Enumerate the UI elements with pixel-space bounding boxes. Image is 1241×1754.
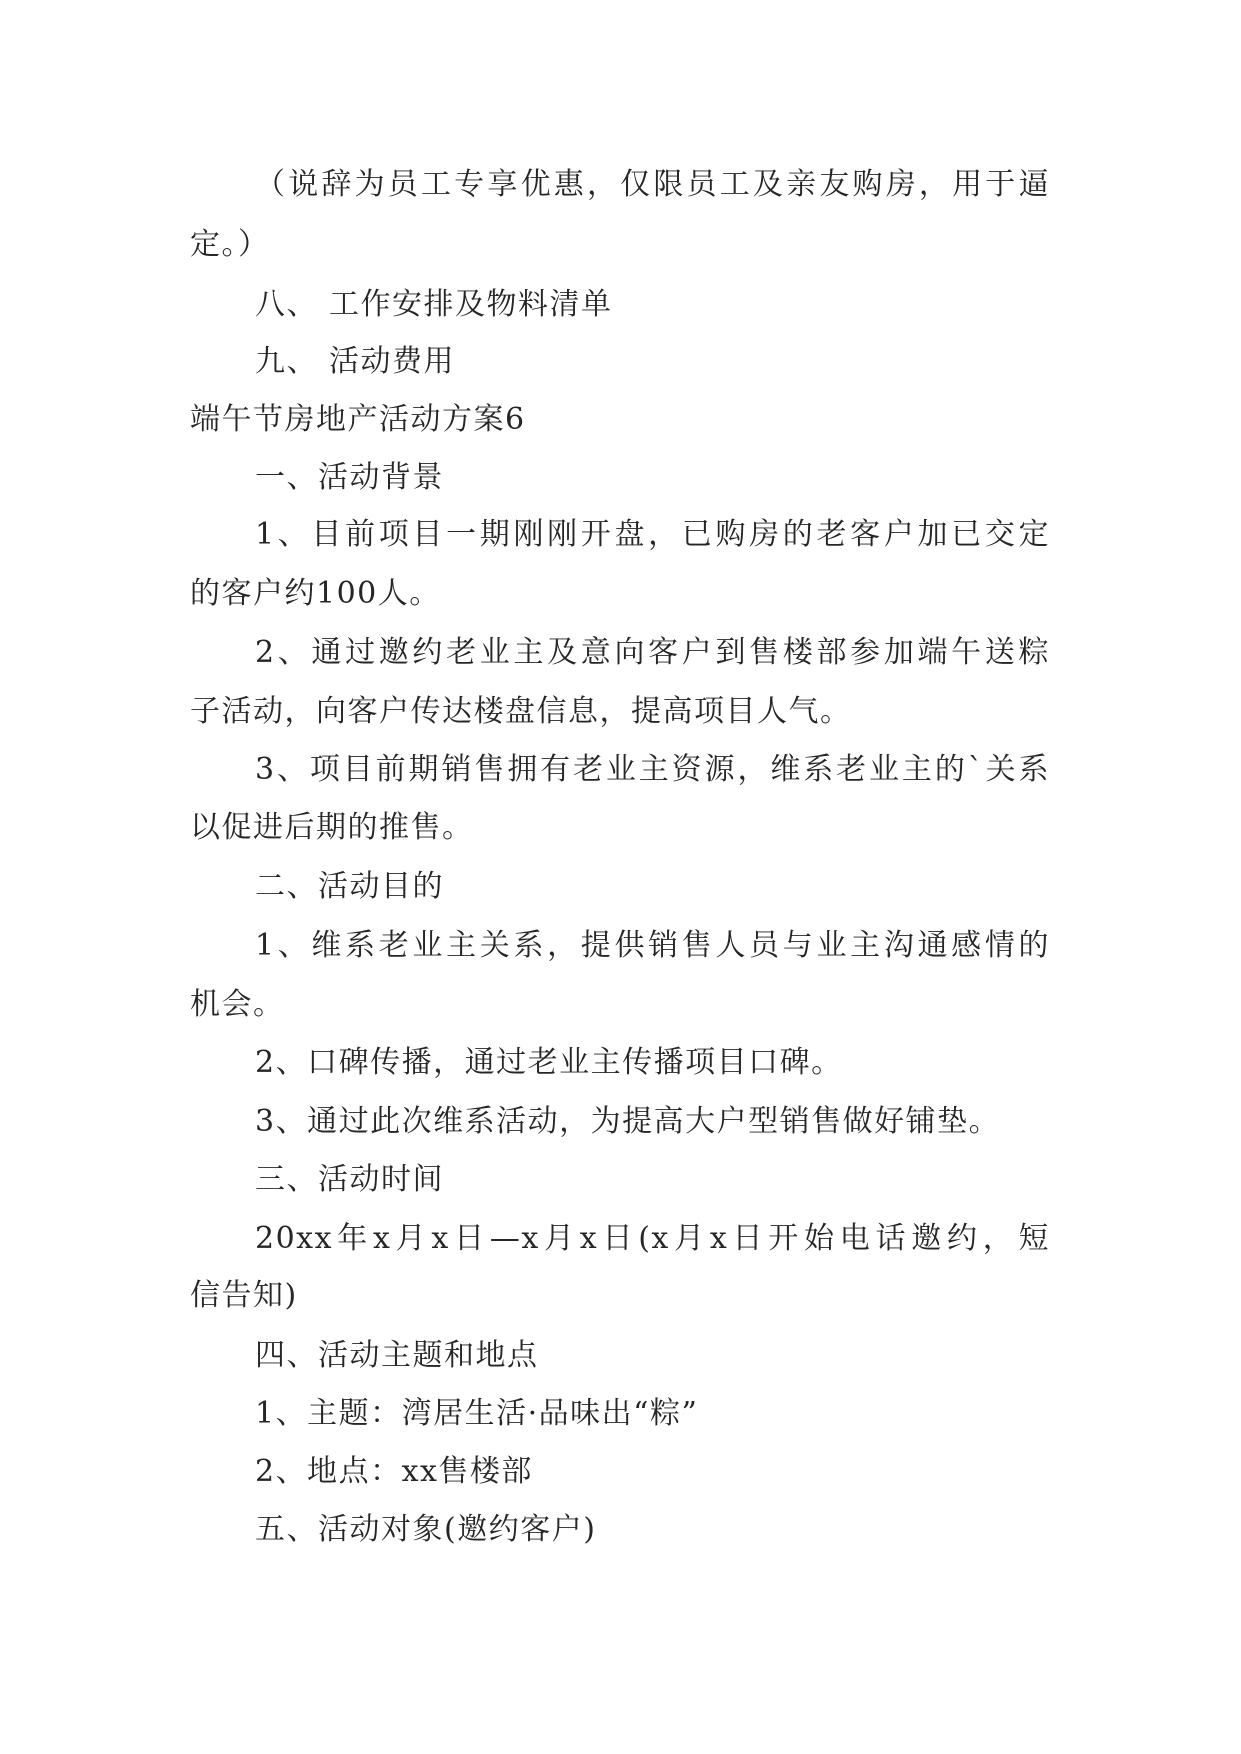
paragraph-line: 信告知) [190,1278,298,1313]
paragraph-line: 2、口碑传播，通过老业主传播项目口碑。 [255,1045,843,1080]
paragraph-line: 20xx年x月x日—x月x日(x月x日开始电话邀约，短 [255,1221,1050,1256]
paragraph-line: 的客户约100人。 [190,576,441,611]
paragraph-line: 机会。 [190,987,285,1022]
section-heading: 一、活动背景 [255,460,444,495]
paragraph-line: 1、主题：湾居生活·品味出“粽” [255,1396,699,1431]
paragraph-line: 3、通过此次维系活动，为提高大户型销售做好铺垫。 [255,1104,1001,1139]
section-heading: 四、活动主题和地点 [255,1338,539,1373]
section-heading: 三、活动时间 [255,1162,444,1197]
document-title: 端午节房地产活动方案6 [190,402,526,437]
paragraph-line: 以促进后期的推售。 [190,810,474,845]
section-heading: 二、活动目的 [255,869,444,904]
section-heading: 八、 工作安排及物料清单 [255,287,613,322]
paragraph-line: 2、地点：xx售楼部 [255,1454,533,1489]
section-heading: 九、 活动费用 [255,344,456,379]
paragraph-line: 子活动，向客户传达楼盘信息，提高项目人气。 [190,694,852,729]
section-heading: 五、活动对象(邀约客户) [255,1512,597,1547]
paragraph-line: 1、维系老业主关系，提供销售人员与业主沟通感情的 [255,928,1050,963]
paragraph-line: 3、项目前期销售拥有老业主资源，维系老业主的`关系 [255,752,1050,787]
paragraph-line: （说辞为员工专享优惠，仅限员工及亲友购房，用于逼 [255,167,1050,202]
paragraph-line: 定。） [190,227,270,262]
paragraph-line: 1、目前项目一期刚刚开盘，已购房的老客户加已交定 [255,517,1050,552]
paragraph-line: 2、通过邀约老业主及意向客户到售楼部参加端午送粽 [255,635,1050,670]
